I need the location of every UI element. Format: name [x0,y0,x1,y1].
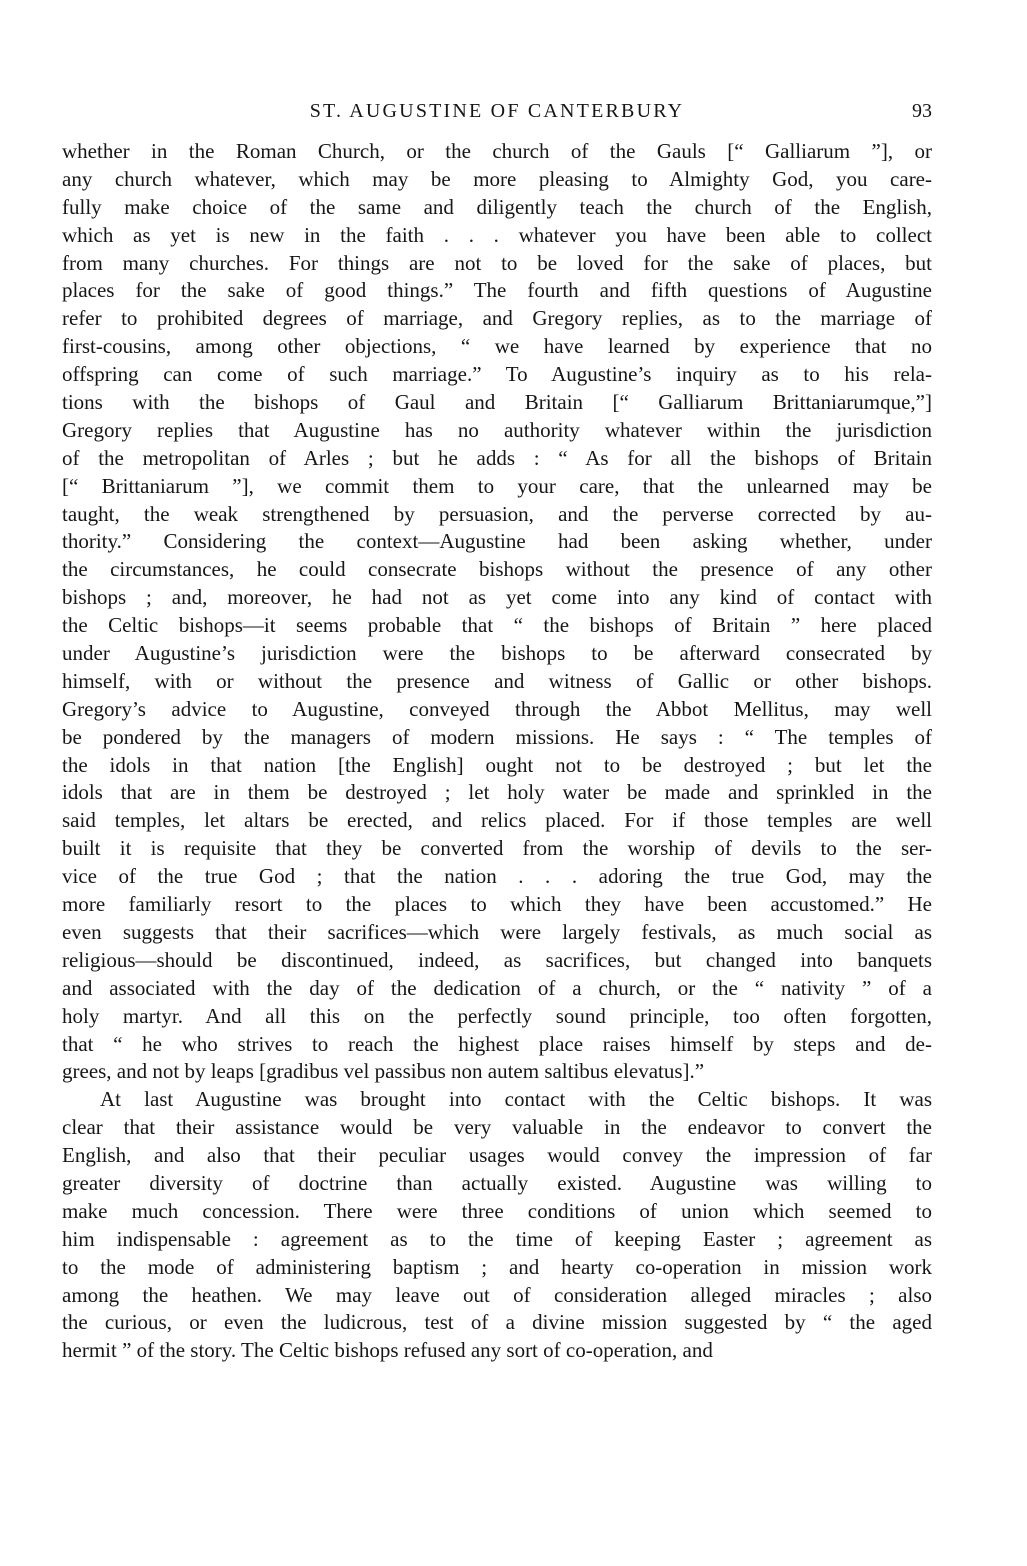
text-line: whether in the Roman Church, or the church of the Gauls [“ Galliarum ”], or [62,139,932,163]
text-line: taught, the weak strengthened by persuasion, and the perverse corrected by au- [62,501,932,526]
text-line: hermit ” of the story. The Celtic bishops refused any sort of co-operation, and [62,1338,713,1363]
text-line: of the metropolitan of Arles ; but he adds : “ As for all the bishops of Britain [62,445,932,470]
running-head [62,96,932,126]
text-line: built it is requisite that they be converted from the worship of devils to the ser- [62,836,932,861]
text-line: English, and also that their peculiar usages would convey the impression of far [62,1143,932,1168]
text-line: the Celtic bishops—it seems probable that “ the bishops of Britain ” here placed [62,613,932,638]
text-line: At last Augustine was brought into contact with the Celtic bishops. It was [100,1087,932,1112]
text-line: from many churches. For things are not to be loved for the sake of places, but [62,250,932,275]
text-line: bishops ; and, moreover, he had not as yet come into any kind of contact with [62,585,932,610]
text-line: which as yet is new in the faith . . . whatever you have been able to collect [62,222,932,247]
text-line: any church whatever, which may be more pleasing to Almighty God, you care- [62,166,932,191]
body-text [62,138,932,1365]
text-line: the circumstances, he could consecrate bishops without the presence of any other [62,557,932,582]
paragraph [62,1086,932,1365]
text-line: him indispensable : agreement as to the time of keeping Easter ; agreement as [62,1226,932,1251]
text-line: said temples, let altars be erected, and relics placed. For if those temples are well [62,808,932,833]
text-line: Gregory replies that Augustine has no authority whatever within the jurisdiction [62,417,932,442]
text-line: places for the sake of good things.” The fourth and fifth questions of Augustine [62,278,932,303]
text-line: himself, with or without the presence and witness of Gallic or other bishops. [62,668,932,693]
text-line: fully make choice of the same and diligently teach the church of the English, [62,194,932,219]
text-line: the curious, or even the ludicrous, test of a divine mission suggested by “ the aged [62,1310,932,1335]
text-line: clear that their assistance would be very valuable in the endeavor to convert the [62,1115,932,1140]
text-line: thority.” Considering the context—Augustine had been asking whether, under [62,529,932,554]
text-line: offspring can come of such marriage.” To Augustine’s inquiry as to his rela- [62,362,932,387]
text-line: [“ Brittaniarum ”], we commit them to your care, that the unlearned may be [62,473,932,498]
text-line: refer to prohibited degrees of marriage, and Gregory replies, as to the marriage of [62,306,932,331]
text-line: greater diversity of doctrine than actually existed. Augustine was willing to [62,1170,932,1195]
text-line: Gregory’s advice to Augustine, conveyed through the Abbot Mellitus, may well [62,696,932,721]
page-number: 93 [912,100,932,122]
text-line: and associated with the day of the dedication of a church, or the “ nativity ” of a [62,975,932,1000]
text-line: idols that are in them be destroyed ; let holy water be made and sprinkled in the [62,780,932,805]
text-line: grees, and not by leaps [gradibus vel passibus non autem saltibus elevatus].” [62,1059,705,1084]
text-line: the idols in that nation [the English] ought not to be destroyed ; but let the [62,752,932,777]
text-line: religious—should be discontinued, indeed, as sacrifices, but changed into banquets [62,947,932,972]
text-line: that “ he who strives to reach the highest place raises himself by steps and de- [62,1031,932,1056]
text-line: vice of the true God ; that the nation . . . adoring the true God, may the [62,864,932,889]
text-line: even suggests that their sacrifices—which were largely festivals, as much social as [62,919,932,944]
text-line: more familiarly resort to the places to which they have been accustomed.” He [62,892,932,917]
text-line: holy martyr. And all this on the perfectly sound principle, too often forgotten, [62,1003,932,1028]
text-line: under Augustine’s jurisdiction were the bishops to be afterward consecrated by [62,641,932,666]
text-line: make much concession. There were three conditions of union which seemed to [62,1198,932,1223]
text-line: first-cousins, among other objections, “ we have learned by experience that no [62,334,932,359]
text-line: be pondered by the managers of modern missions. He says : “ The temples of [62,724,932,749]
paragraph [62,138,932,1086]
running-title: ST. AUGUSTINE OF CANTERBURY [309,100,685,122]
text-line: among the heathen. We may leave out of consideration alleged miracles ; also [62,1282,932,1307]
text-line: tions with the bishops of Gaul and Britain [“ Galliarum Brittaniarumque,”] [62,390,932,415]
text-line: to the mode of administering baptism ; and hearty co-operation in mission work [62,1254,932,1279]
